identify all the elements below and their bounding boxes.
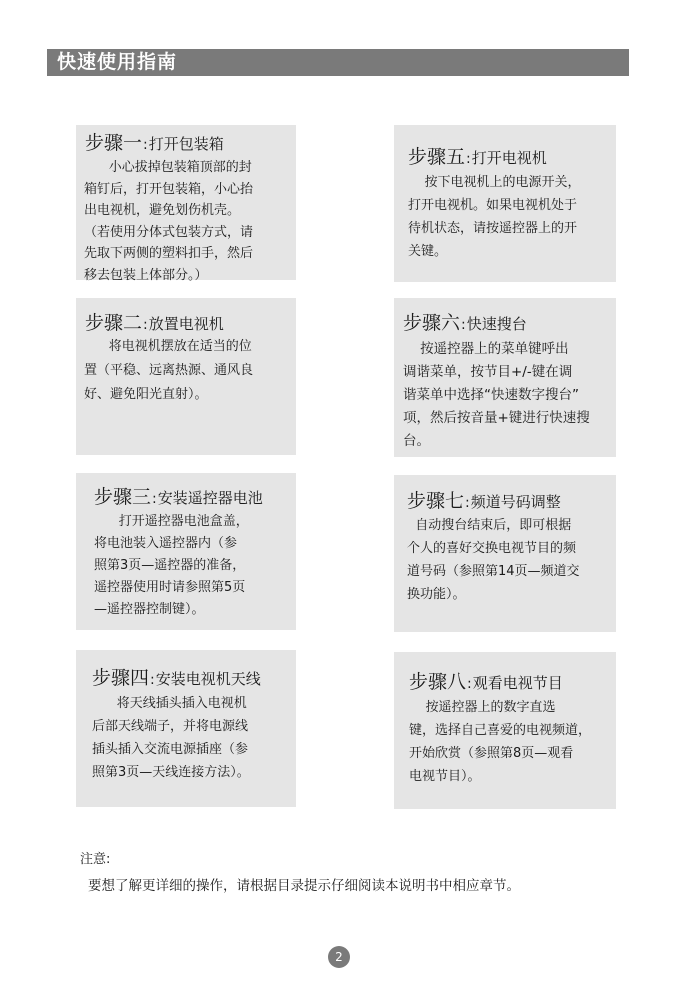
step-1-body: 小心拔掉包装箱顶部的封 箱钉后，打开包装箱，小心抬 出电视机，避免划伤机壳。 （若使用分体式包装方式，请 先取下两侧的塑料扣手，然后 移去包装上体部分。） [84,160,254,283]
step-5-body: 按下电视机上的电源开关， 打开电视机。如果电视机处于 待机状态，请按遥控器上的开 关键。 [408,175,581,259]
step-2-prefix: 步骤二 [85,312,143,334]
step-4-prefix: 步骤四 [92,667,150,689]
step-3-colon: : [152,491,157,507]
page-title: 快速使用指南 [57,51,178,73]
step-5-prefix: 步骤五 [408,146,466,168]
step-1-prefix: 步骤一 [85,132,143,154]
step-8-title [409,670,563,696]
step-7-colon: : [465,495,470,511]
step-1-box [76,125,296,283]
step-4-box [76,650,296,807]
step-8-box [394,652,616,809]
step-2-body: 将电视机摆放在适当的位 置（平稳、远离热源、通风良 好、避免阳光直射）。 [84,339,254,402]
step-1-name: 打开包装箱 [148,135,224,153]
step-1-colon: : [143,137,148,153]
step-6-colon: : [461,317,466,333]
step-7-prefix: 步骤七 [407,490,465,512]
step-5-colon: : [466,151,471,167]
step-1-title [85,131,224,157]
step-5-name: 打开电视机 [471,149,547,167]
step-5-title [408,145,547,171]
step-3-prefix: 步骤三 [94,486,152,508]
step-6-box [394,298,616,457]
step-6-name: 快速搜台 [466,315,527,333]
step-4-name: 安装电视机天线 [155,670,261,688]
step-7-title [407,489,561,515]
header-bar [47,49,629,76]
step-6-title [403,311,527,337]
note-text: 要想了解更详细的操作，请根据目录提示仔细阅读本说明书中相应章节。 [88,878,520,894]
step-2-box [76,298,296,455]
step-8-name: 观看电视节目 [472,674,563,692]
note-label: 注意: [80,852,111,867]
step-7-name: 频道号码调整 [470,493,561,511]
step-3-name: 安装遥控器电池 [157,489,263,507]
step-4-colon: : [150,672,155,688]
step-3-title [94,485,263,511]
step-2-title [85,311,224,337]
step-5-box [394,125,616,282]
step-7-body: 自动搜台结束后，即可根据 个人的喜好交换电视节目的频 道号码（参照第14页—频道交 换功能）。 [407,518,580,602]
step-7-box [394,475,616,632]
step-8-body: 按遥控器上的数字直选 键，选择自己喜爱的电视频道， 开始欣赏（参照第8页—观看 电视节目）。 [409,700,592,784]
step-8-prefix: 步骤八 [409,671,467,693]
step-4-body: 将天线插头插入电视机 后部天线端子，并将电源线 插头插入交流电源插座（参 照第3页—天线连接方法）。 [92,696,250,780]
step-6-body: 按遥控器上的菜单键呼出 调谐菜单，按节目+/-键在调 谐菜单中选择“快速数字搜台” 项，然后按音量+键进行快速搜 台。 [403,341,590,449]
step-3-box [76,473,296,630]
page-number-badge: 2 [328,946,350,968]
step-2-colon: : [143,317,148,333]
step-8-colon: : [467,676,472,692]
step-2-name: 放置电视机 [148,315,224,333]
step-6-prefix: 步骤六 [403,312,461,334]
step-3-body: 打开遥控器电池盒盖， 将电池装入遥控器内（参 照第3页—遥控器的准备， 遥控器使用时请参照第5页 —遥控器控制键）。 [94,514,249,617]
step-4-title [92,666,261,692]
